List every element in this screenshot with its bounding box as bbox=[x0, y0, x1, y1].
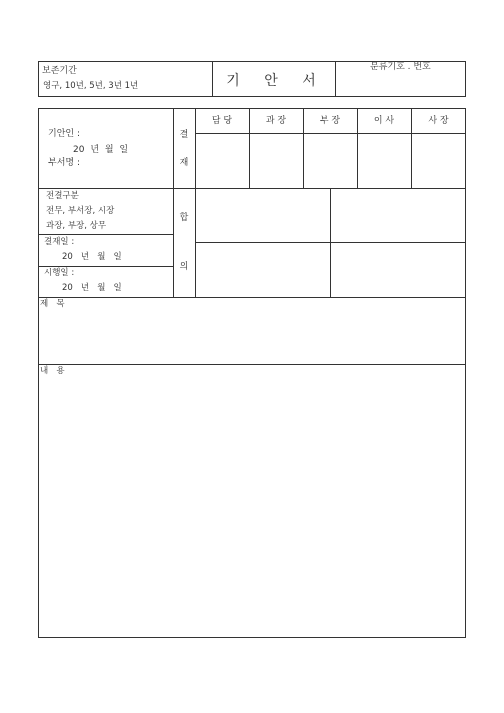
retention-period-label: 보존기간 bbox=[42, 66, 77, 76]
divider-subject-bottom bbox=[38, 364, 466, 365]
approval-cell-director[interactable] bbox=[358, 134, 410, 187]
approval-date-label: 결재일 : bbox=[44, 237, 75, 247]
consult-cell-3[interactable] bbox=[196, 243, 329, 296]
content-field[interactable] bbox=[39, 378, 465, 637]
execution-date-label: 시행일 : bbox=[44, 268, 75, 278]
consult-cell-2[interactable] bbox=[331, 189, 465, 241]
decision-class-label: 전결구분 bbox=[46, 191, 79, 201]
drafter-label: 기안인 : bbox=[48, 129, 80, 139]
document-title: 기 안 서 bbox=[226, 73, 326, 89]
execution-date-value[interactable]: 20 년 월 일 bbox=[62, 283, 122, 293]
retention-period-options: 영구, 10년, 5년, 3년 1년 bbox=[43, 81, 139, 91]
consult-label-top: 합 bbox=[179, 213, 189, 223]
divider-top-section-bottom bbox=[38, 297, 466, 298]
drafter-date: 20 년 월 일 bbox=[73, 145, 129, 155]
approval-date-value[interactable]: 20 년 월 일 bbox=[62, 252, 122, 262]
classification-number-label: 분류기호 . 번호 bbox=[370, 62, 431, 72]
decision-class-line1: 전무, 부서장, 시장 bbox=[46, 206, 115, 216]
divider-approvaldate-bottom bbox=[38, 266, 173, 267]
approval-label-top: 결 bbox=[179, 130, 189, 140]
approval-cell-staff[interactable] bbox=[196, 134, 248, 187]
consult-cell-1[interactable] bbox=[196, 189, 329, 241]
consult-cell-4[interactable] bbox=[331, 243, 465, 296]
approval-col-director: 이 사 bbox=[373, 116, 395, 126]
department-label: 부서명 : bbox=[48, 158, 80, 168]
approval-col-staff: 담 당 bbox=[211, 116, 233, 126]
approval-label-bottom: 재 bbox=[179, 158, 189, 168]
approval-col-section-chief: 과 장 bbox=[265, 116, 287, 126]
approval-cell-president[interactable] bbox=[412, 134, 465, 187]
subject-label: 제 목 bbox=[40, 299, 65, 309]
approval-col-department-head: 부 장 bbox=[319, 116, 341, 126]
decision-class-line2: 과장, 부장, 상무 bbox=[46, 221, 107, 231]
subject-field[interactable] bbox=[39, 310, 465, 363]
consult-label-bottom: 의 bbox=[179, 262, 189, 272]
approval-cell-section-chief[interactable] bbox=[250, 134, 302, 187]
divider-decision-bottom bbox=[38, 234, 173, 235]
approval-cell-department-head[interactable] bbox=[304, 134, 356, 187]
approval-col-president: 사 장 bbox=[428, 116, 449, 126]
content-label: 내 용 bbox=[40, 366, 65, 376]
